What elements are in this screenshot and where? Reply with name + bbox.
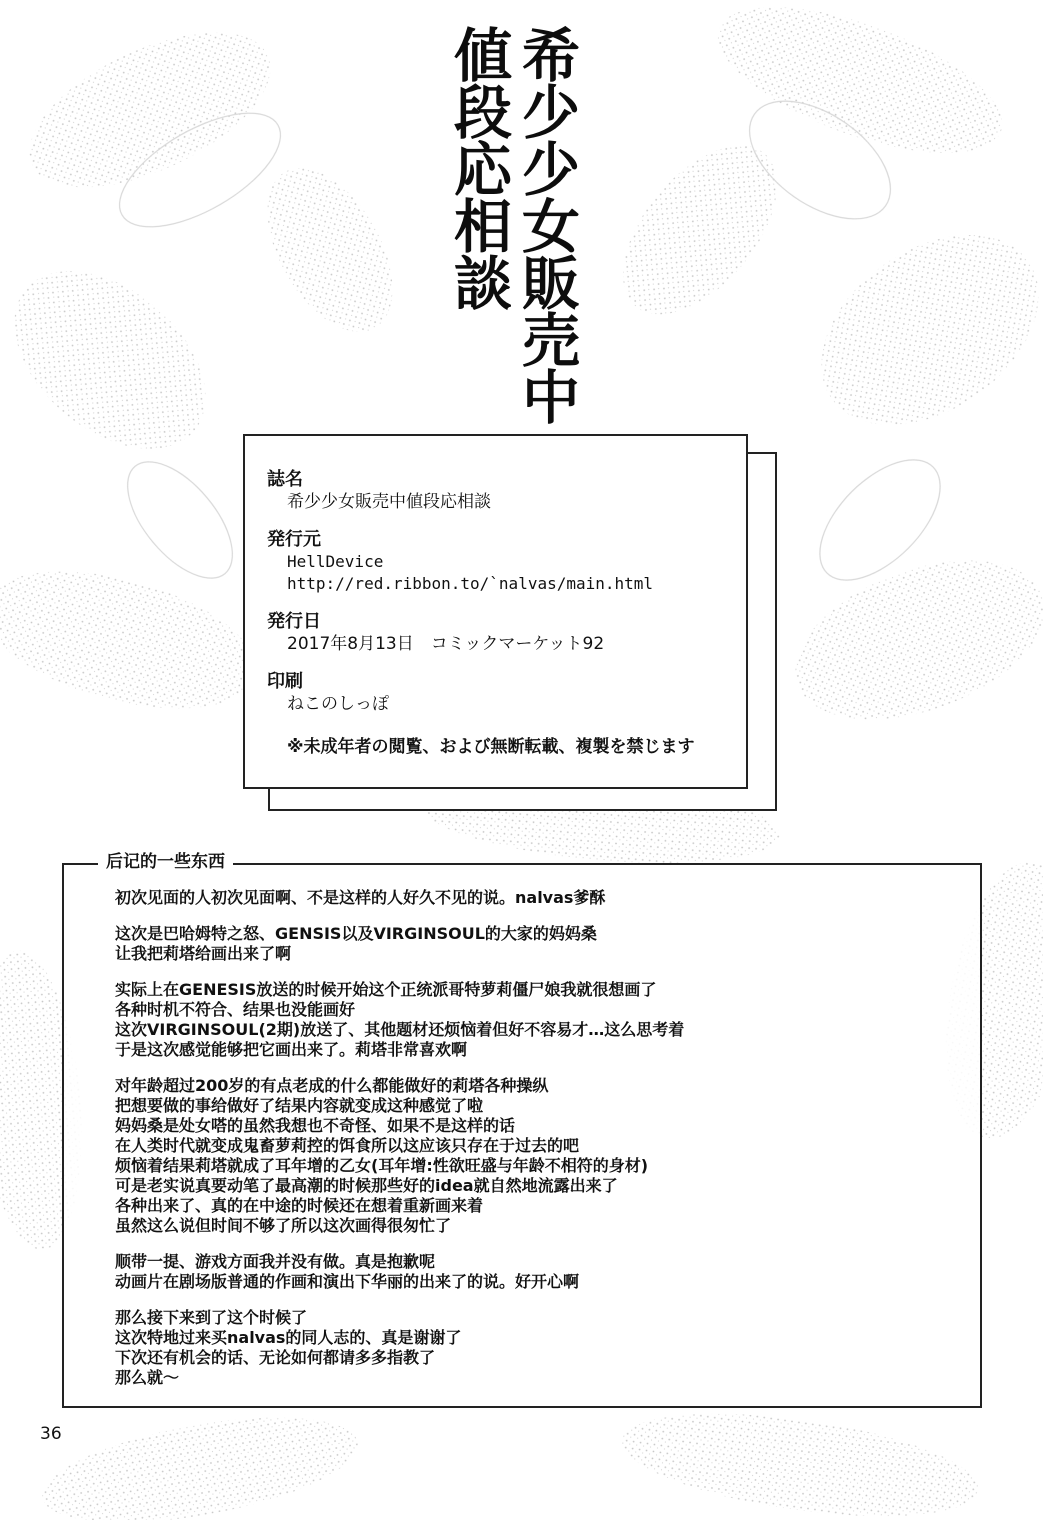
afterword-line: 这次是巴哈姆特之怒、GENSIS以及VIRGINSOUL的大家的妈妈桑 [115,924,597,943]
colophon-date-section [267,612,746,654]
colophon-publisher-section [267,530,746,594]
afterword-line: 让我把莉塔给画出来了啊 [115,944,292,963]
colophon-title-section [267,470,746,512]
colophon-heading: 印刷 [267,671,303,692]
colophon-printer-section [267,672,746,714]
publisher-url: http://red.ribbon.to/`nalvas/main.html [287,574,654,593]
afterword-line: 那么就～ [115,1368,180,1387]
afterword-line: 那么接下来到了这个时候了 [115,1308,308,1327]
afterword-line: 于是这次感觉能够把它画出来了。莉塔非常喜欢啊 [115,1040,468,1059]
afterword-line: 妈妈桑是处女嗒的虽然我想也不奇怪、如果不是这样的话 [115,1116,516,1135]
title-column-left: 値段応相談 [444,25,512,310]
afterword-paragraph [115,924,975,964]
afterword-paragraph [115,1076,975,1236]
colophon-heading: 誌名 [267,469,303,490]
afterword-line: 各种出来了、真的在中途的时候还在想着重新画来着 [115,1196,484,1215]
page-number: 36 [40,1424,62,1444]
afterword-paragraph [115,1252,975,1292]
afterword-title: 后记的一些东西 [98,851,233,873]
publish-date: 2017年8月13日 コミックマーケット92 [287,634,605,654]
afterword-paragraph [115,888,975,908]
colophon-heading: 発行元 [267,529,321,550]
printer-name: ねこのしっぽ [287,694,389,714]
colophon-heading: 発行日 [267,611,321,632]
afterword-body [115,888,975,1404]
afterword-line: 把想要做的事给做好了结果内容就变成这种感觉了啦 [115,1096,484,1115]
afterword-line: 动画片在剧场版普通的作画和演出下华丽的出来了的说。好开心啊 [115,1272,580,1291]
afterword-line: 下次还有机会的话、无论如何都请多多指教了 [115,1348,436,1367]
afterword-line: 各种时机不符合、结果也没能画好 [115,1000,356,1019]
afterword-line: 虽然这么说但时间不够了所以这次画得很匆忙了 [115,1216,452,1235]
book-title [440,25,580,425]
afterword-line: 实际上在GENESIS放送的时候开始这个正统派哥特萝莉僵尸娘我就很想画了 [115,980,657,999]
afterword-line: 这次特地过来买nalvas的同人志的、真是谢谢了 [115,1328,462,1347]
afterword-line: 对年龄超过200岁的有点老成的什么都能做好的莉塔各种操纵 [115,1076,549,1095]
copyright-notice: ※未成年者の閲覧、および無断転載、複製を禁じます [287,737,695,757]
colophon-box [243,434,748,789]
afterword-line: 初次见面的人初次见面啊、不是这样的人好久不见的说。nalvas爹酥 [115,888,606,907]
colophon-value: 希少少女販売中値段応相談 [287,492,491,512]
afterword-paragraph [115,1308,975,1388]
afterword-line: 在人类时代就变成鬼畜萝莉控的饵食所以这应该只存在于过去的吧 [115,1136,580,1155]
afterword-line: 烦恼着结果莉塔就成了耳年增的乙女(耳年增:性欲旺盛与年龄不相符的身材) [115,1156,649,1175]
publisher-name: HellDevice [287,552,384,571]
afterword-line: 可是老实说真要动笔了最高潮的时候那些好的idea就自然地流露出来了 [115,1176,618,1195]
title-column-right: 希少少女販売中 [512,25,580,424]
afterword-line: 顺带一提、游戏方面我并没有做。真是抱歉呢 [115,1252,436,1271]
afterword-paragraph [115,980,975,1060]
afterword-line: 这次VIRGINSOUL(2期)放送了、其他题材还烦恼着但好不容易才…这么思考着 [115,1020,685,1039]
